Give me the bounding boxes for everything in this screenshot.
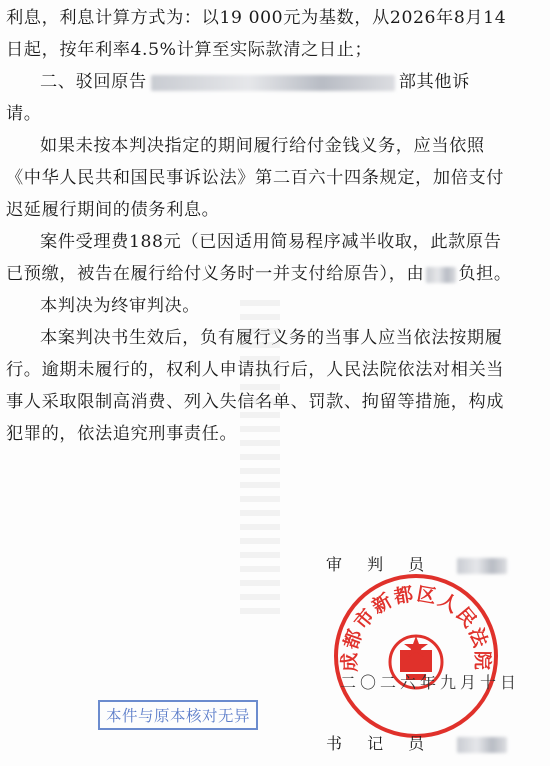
text-fragment: 部其他诉: [398, 72, 470, 92]
verification-stamp: 本件与原本核对无异: [98, 700, 258, 730]
text-line: 事人采取限制高消费、列入失信名单、罚款、拘留等措施，构成: [6, 392, 505, 412]
text-line: 迟延履行期间的债务利息。: [6, 200, 220, 220]
text-line: 案件受理费188元（已因适用简易程序减半收取，此款原告: [40, 232, 502, 252]
paragraph-dismiss: [6, 66, 540, 130]
text-line: 日起，按年利率4.5%计算至实际款清之日止；: [6, 40, 373, 60]
text-line: 请。: [6, 104, 42, 124]
redacted-name: [151, 75, 395, 91]
text-line: [6, 66, 540, 98]
text-line: [6, 258, 540, 290]
court-seal: [330, 570, 502, 742]
text-fragment: 二、驳回原告: [40, 72, 147, 92]
text-line: 本案判决书生效后，负有履行义务的当事人应当依法按期履: [40, 328, 503, 348]
redacted-name: [426, 267, 456, 283]
text-line: 如果未按本判决指定的期间履行给付金钱义务，应当依照: [40, 136, 485, 156]
judgment-date: 二〇二六年九月十日: [340, 673, 521, 692]
redacted-clerk-name: [457, 737, 507, 753]
text-fragment: 已预缴，被告在履行给付义务时一并支付给原告），由: [6, 264, 425, 284]
text-fragment: 负担。: [458, 264, 512, 284]
paragraph-final: [6, 290, 540, 322]
text-line: 利息，利息计算方式为：以19 000元为基数，从2026年8月14: [6, 8, 507, 28]
paragraph-enforcement: [6, 322, 540, 450]
paragraph-delay-interest: [6, 130, 540, 226]
text-line: 《中华人民共和国民事诉讼法》第二百六十四条规定，加倍支付: [6, 168, 505, 188]
seal-text: 成都市新都区人民法院: [338, 582, 494, 672]
clerk-label: 书 记 员: [326, 734, 435, 753]
judge-label: 审 判 员: [326, 555, 435, 574]
text-line: 行。逾期未履行的，权利人申请执行后，人民法院依法对相关当: [6, 360, 505, 380]
text-line: 本判决为终审判决。: [40, 296, 201, 316]
paragraph-fee: [6, 226, 540, 290]
text-line: 犯罪的，依法追究刑事责任。: [6, 424, 238, 444]
clerk-row: [326, 731, 507, 754]
paragraph-interest: [6, 2, 540, 66]
